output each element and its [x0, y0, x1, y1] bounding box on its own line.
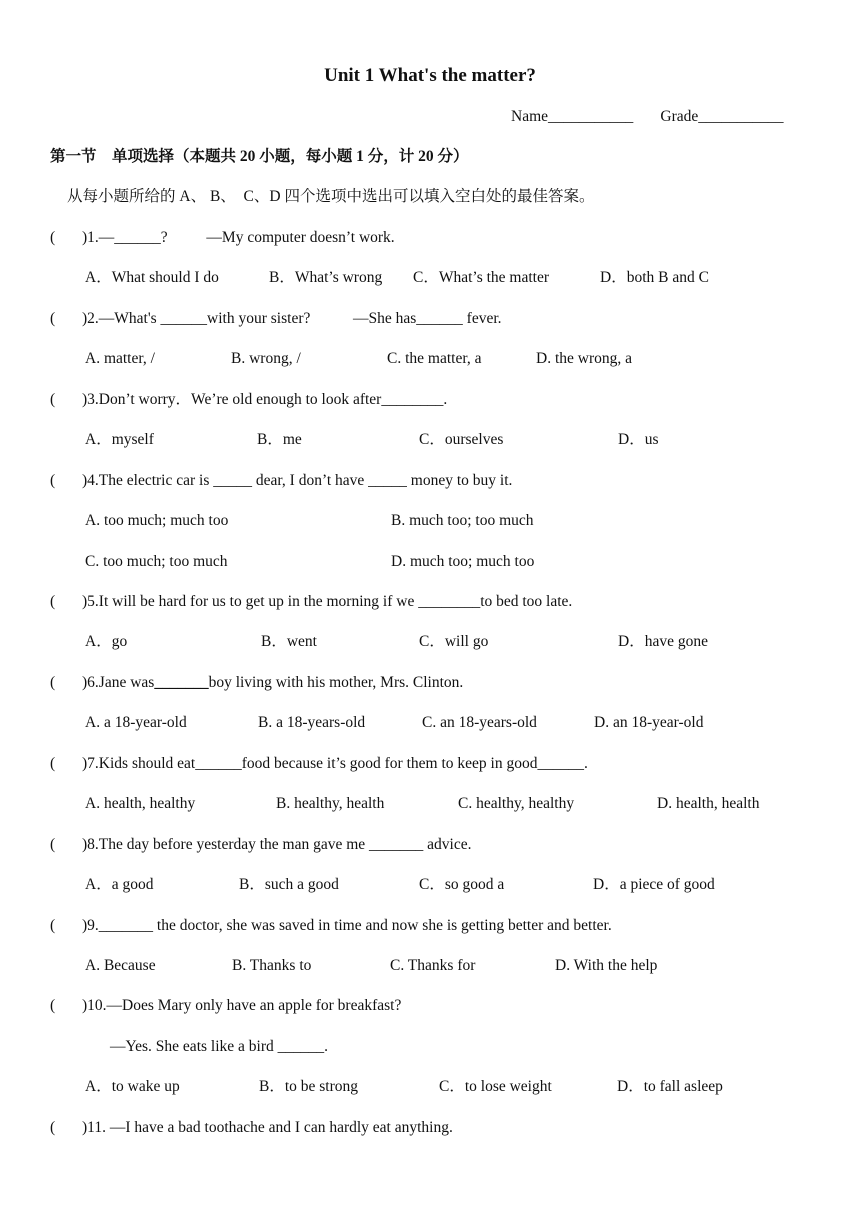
question-stem: )3.Don’t worry．We’re old enough to look after________.	[82, 391, 448, 408]
answer-paren: (	[50, 674, 56, 691]
answer-option: B．me	[257, 431, 302, 448]
question-stem: )8.The day before yesterday the man gave me _______ advice.	[82, 836, 472, 853]
answer-paren: (	[50, 836, 56, 853]
question-stem: )4.The electric car is _____ dear, I don’t have _____ money to buy it.	[82, 472, 513, 489]
section-heading: 第一节 单项选择（本题共 20 小题，每小题 1 分，计 20 分）	[50, 148, 469, 165]
answer-option: D．have gone	[618, 633, 708, 650]
answer-option: A. Because	[85, 957, 156, 974]
answer-option: B. healthy, health	[276, 795, 385, 812]
answer-blank: _______	[154, 674, 209, 691]
answer-option: C．will go	[419, 633, 489, 650]
answer-option: A．go	[85, 633, 128, 650]
answer-option: A. health, healthy	[85, 795, 196, 812]
answer-paren: (	[50, 997, 56, 1014]
answer-option: C．so good a	[419, 876, 505, 893]
answer-option: B. wrong, /	[231, 350, 301, 367]
answer-option: B．went	[261, 633, 317, 650]
answer-option: B. a 18-years-old	[258, 714, 366, 731]
question-stem: )9._______ the doctor, she was saved in time and now she is getting better and better.	[82, 917, 612, 934]
answer-option: D．us	[618, 431, 659, 448]
answer-option: A. too much; much too	[85, 512, 229, 529]
question-stem: )1.—______? —My computer doesn’t work.	[82, 229, 395, 246]
answer-option: D. the wrong, a	[536, 350, 632, 367]
answer-paren: (	[50, 472, 56, 489]
answer-option: A．What should I do	[85, 269, 219, 286]
question-stem: )10.—Does Mary only have an apple for breakfast?	[82, 997, 402, 1014]
answer-option: D. an 18-year-old	[594, 714, 704, 731]
answer-paren: (	[50, 391, 56, 408]
answer-option: C. Thanks for	[390, 957, 476, 974]
answer-option: A．a good	[85, 876, 154, 893]
question-stem: )5.It will be hard for us to get up in the morning if we ________to bed too late.	[82, 593, 573, 610]
question-stem: )11. —I have a bad toothache and I can hardly eat anything.	[82, 1119, 453, 1136]
answer-option: C．to lose weight	[439, 1078, 552, 1095]
answer-option: C. the matter, a	[387, 350, 482, 367]
answer-paren: (	[50, 229, 56, 246]
question-stem: )6.Jane was_______boy living with his mother, Mrs. Clinton.	[82, 674, 464, 691]
answer-option: A. a 18-year-old	[85, 714, 187, 731]
answer-option: A．to wake up	[85, 1078, 180, 1095]
answer-option: D. With the help	[555, 957, 658, 974]
name-grade-fields: Name___________ Grade___________	[511, 108, 784, 125]
answer-paren: (	[50, 310, 56, 327]
answer-option: D．both B and C	[600, 269, 709, 286]
answer-option: C. too much; too much	[85, 553, 228, 570]
answer-option: D．to fall asleep	[617, 1078, 723, 1095]
answer-option: C. healthy, healthy	[458, 795, 575, 812]
answer-option: A. matter, /	[85, 350, 155, 367]
question-continuation: —Yes. She eats like a bird ______.	[110, 1038, 328, 1055]
question-stem: )2.—What's ______with your sister? —She has______ fever.	[82, 310, 502, 327]
answer-option: D．a piece of good	[593, 876, 715, 893]
answer-option: B．such a good	[239, 876, 339, 893]
answer-option: C．What’s the matter	[413, 269, 550, 286]
answer-option: B．What’s wrong	[269, 269, 383, 286]
answer-option: C. an 18-years-old	[422, 714, 537, 731]
answer-paren: (	[50, 917, 56, 934]
answer-option: A．myself	[85, 431, 154, 448]
answer-option: C．ourselves	[419, 431, 504, 448]
answer-option: B. Thanks to	[232, 957, 312, 974]
answer-paren: (	[50, 593, 56, 610]
answer-option: D. much too; much too	[391, 553, 535, 570]
answer-option: B．to be strong	[259, 1078, 359, 1095]
question-stem: )7.Kids should eat______food because it’s good for them to keep in good______.	[82, 755, 588, 772]
answer-option: D. health, health	[657, 795, 760, 812]
answer-paren: (	[50, 1119, 56, 1136]
answer-paren: (	[50, 755, 56, 772]
section-instructions: 从每小题所给的 A、 B、 C、D 四个选项中选出可以填入空白处的最佳答案。	[67, 188, 595, 205]
answer-option: B. much too; too much	[391, 512, 534, 529]
page-title: Unit 1 What's the matter?	[324, 65, 536, 86]
